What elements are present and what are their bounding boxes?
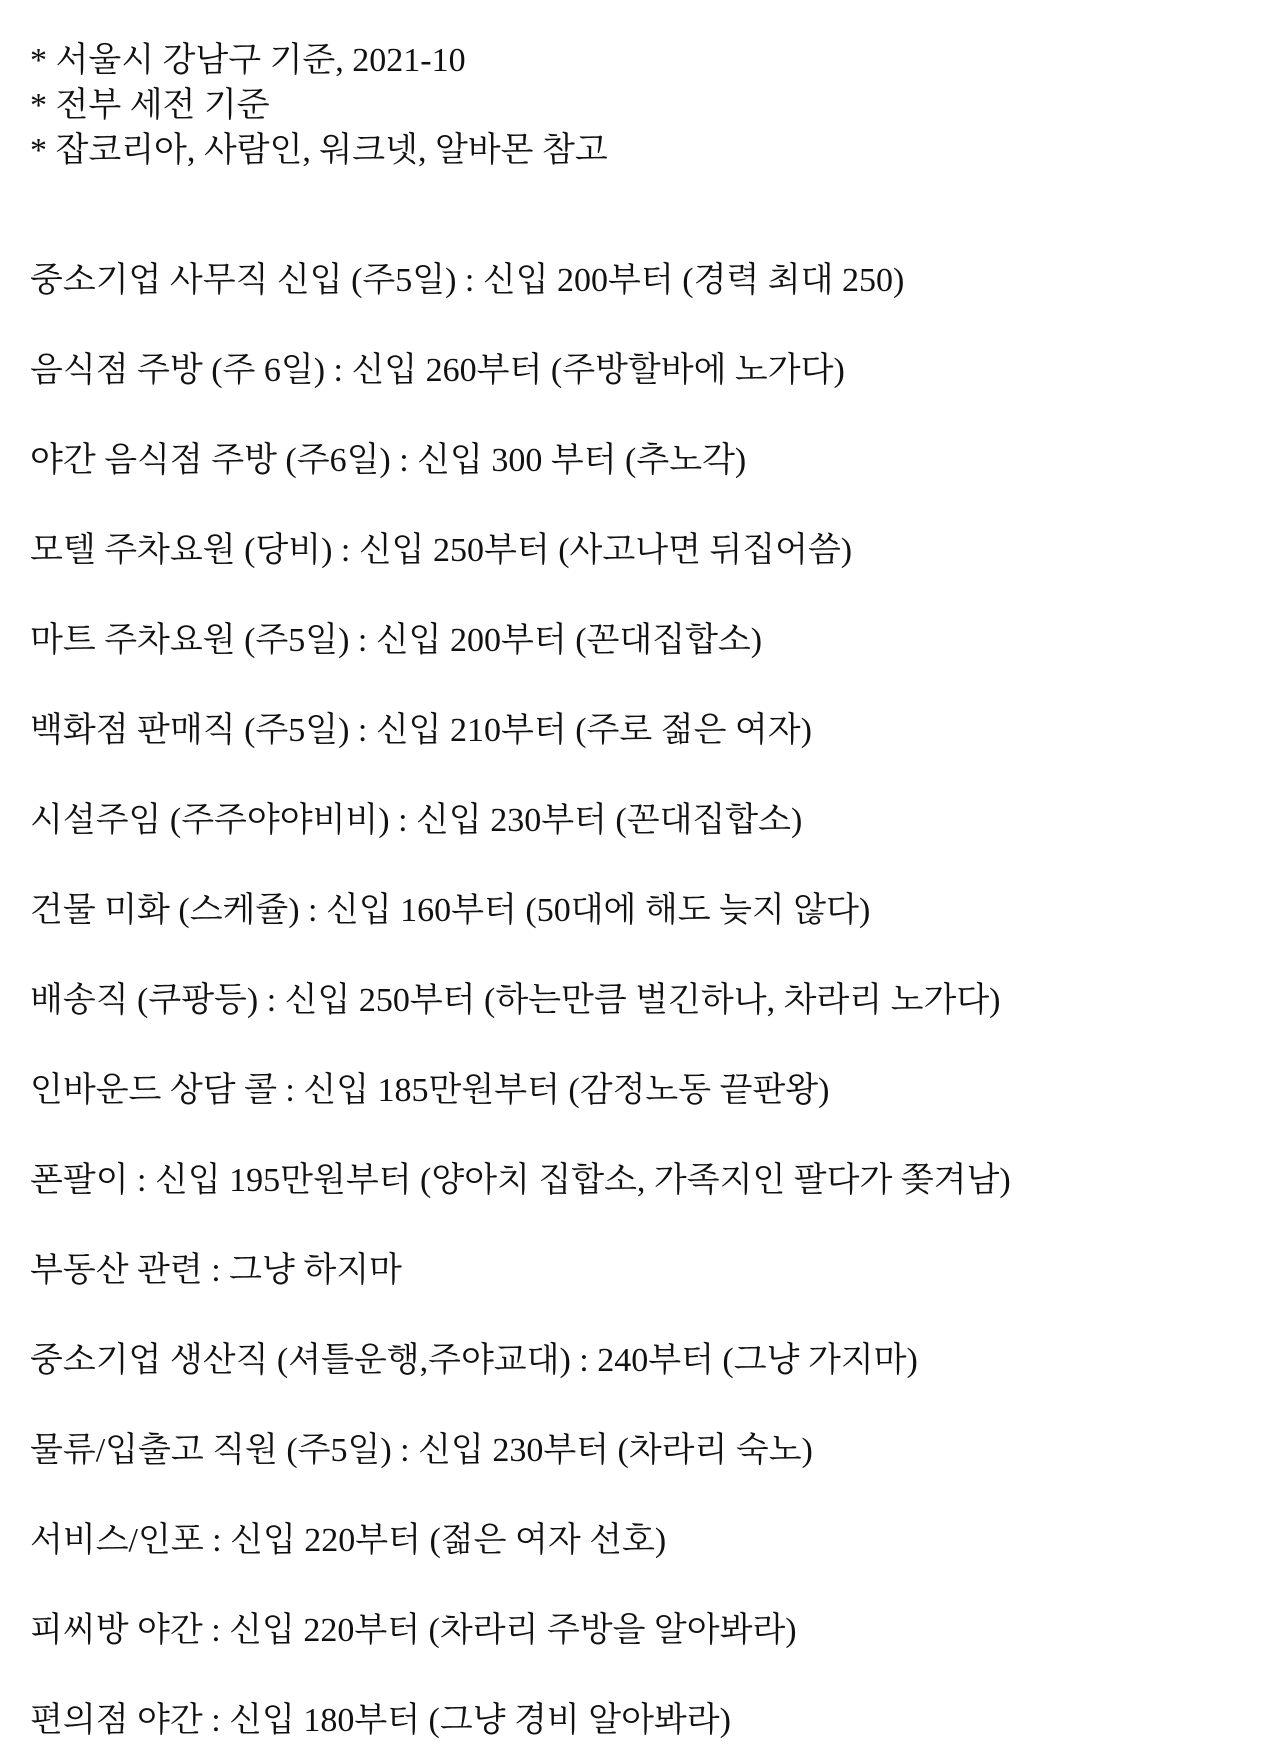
job-entry: 중소기업 사무직 신입 (주5일) : 신입 200부터 (경력 최대 250) bbox=[30, 262, 905, 299]
notes-list bbox=[30, 38, 1250, 173]
note-line: * 잡코리아, 사람인, 워크넷, 알바몬 참고 bbox=[30, 132, 608, 169]
note-line: * 전부 세전 기준 bbox=[30, 87, 270, 124]
job-entry: 건물 미화 (스케쥴) : 신입 160부터 (50대에 해도 늦지 않다) bbox=[30, 892, 871, 929]
job-entry: 물류/입출고 직원 (주5일) : 신입 230부터 (차라리 숙노) bbox=[30, 1432, 813, 1469]
job-entry: 부동산 관련 : 그냥 하지마 bbox=[30, 1252, 402, 1289]
job-entry: 모텔 주차요원 (당비) : 신입 250부터 (사고나면 뒤집어씀) bbox=[30, 532, 853, 569]
job-entry: 폰팔이 : 신입 195만원부터 (양아치 집합소, 가족지인 팔다가 쫒겨남) bbox=[30, 1162, 1011, 1199]
job-entry: 서비스/인포 : 신입 220부터 (젊은 여자 선호) bbox=[30, 1522, 667, 1559]
job-entry: 인바운드 상담 콜 : 신입 185만원부터 (감정노동 끝판왕) bbox=[30, 1072, 830, 1109]
job-entry: 중소기업 생산직 (셔틀운행,주야교대) : 240부터 (그냥 가지마) bbox=[30, 1342, 918, 1379]
job-entry: 음식점 주방 (주 6일) : 신입 260부터 (주방할바에 노가다) bbox=[30, 352, 845, 389]
job-entry: 백화점 판매직 (주5일) : 신입 210부터 (주로 젊은 여자) bbox=[30, 712, 812, 749]
job-entry: 피씨방 야간 : 신입 220부터 (차라리 주방을 알아봐라) bbox=[30, 1612, 797, 1649]
job-entry: 편의점 야간 : 신입 180부터 (그냥 경비 알아봐라) bbox=[30, 1702, 731, 1739]
document-body bbox=[30, 38, 1250, 1739]
job-entry: 시설주임 (주주야야비비) : 신입 230부터 (꼰대집합소) bbox=[30, 802, 803, 839]
job-entry: 마트 주차요원 (주5일) : 신입 200부터 (꼰대집합소) bbox=[30, 622, 763, 659]
job-entry: 야간 음식점 주방 (주6일) : 신입 300 부터 (추노각) bbox=[30, 442, 747, 479]
job-salary-list bbox=[30, 258, 1011, 1743]
note-line: * 서울시 강남구 기준, 2021-10 bbox=[30, 42, 466, 79]
job-entry: 배송직 (쿠팡등) : 신입 250부터 (하는만큼 벌긴하나, 차라리 노가다) bbox=[30, 982, 1001, 1019]
